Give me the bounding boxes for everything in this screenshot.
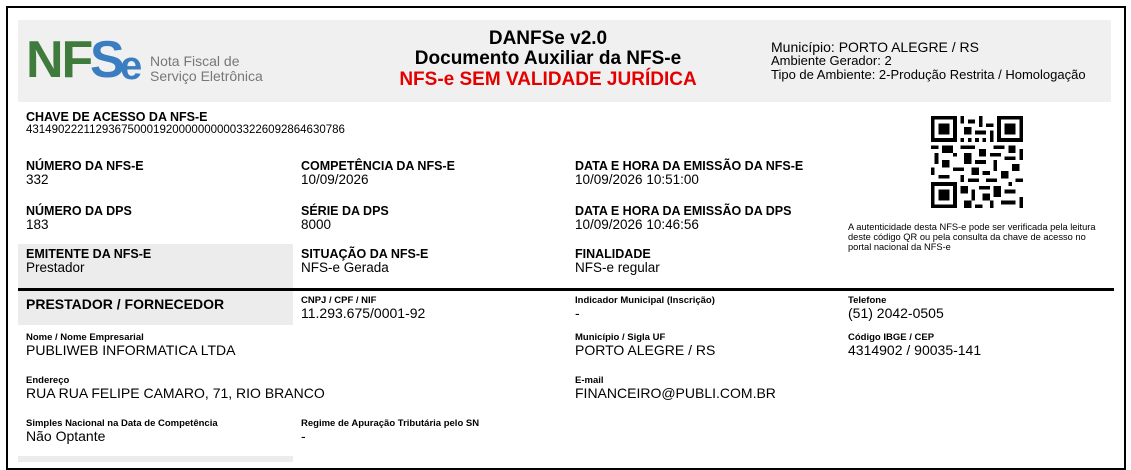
endereco-value: RUA RUA FELIPE CAMARO, 71, RIO BRANCO (26, 385, 325, 401)
finalidade-value: NFS-e regular (575, 260, 660, 275)
situacao-value: NFS-e Gerada (301, 260, 389, 275)
emissao-nfse-field (575, 160, 803, 187)
regime-apuracao-field (301, 418, 479, 444)
serie-dps-field (301, 205, 389, 232)
competencia-field (301, 160, 455, 187)
indicador-municipal-value: - (575, 305, 580, 321)
prestador-section-title: PRESTADOR / FORNECEDOR (26, 296, 225, 312)
email-field (575, 375, 776, 401)
logo-nf-letters: NF (26, 31, 92, 89)
telefone-field (848, 295, 944, 321)
next-section-highlight (18, 456, 293, 462)
numero-nfse-value: 332 (26, 172, 49, 187)
qr-code-icon (931, 116, 1023, 208)
document-header (18, 20, 1111, 102)
emissao-nfse-label: DATA E HORA DA EMISSÃO DA NFS-E (575, 159, 804, 173)
simples-nacional-field (26, 418, 218, 444)
validity-warning: NFS-e SEM VALIDADE JURÍDICA (399, 69, 697, 90)
logo-s-letter: S (90, 31, 125, 89)
emissao-nfse-value: 10/09/2026 10:51:00 (575, 172, 699, 187)
qr-authenticity-note: A autenticidade desta NFS-e pode ser verificada pela leitura deste código QR ou pela consulta da chave de acesso no portal nacional da NFS-e (848, 222, 1096, 252)
danfse-document (6, 6, 1126, 470)
document-title: DANFSe v2.0 (488, 28, 608, 49)
email-label: E-mail (575, 375, 604, 386)
regime-apuracao-value: - (301, 428, 306, 444)
cnpj-label: CNPJ / CPF / NIF (301, 295, 377, 306)
nome-empresarial-label: Nome / Nome Empresarial (26, 332, 144, 343)
numero-dps-label: NÚMERO DA DPS (26, 204, 132, 218)
simples-nacional-label: Simples Nacional na Data de Competência (26, 418, 218, 429)
ambiente-gerador-text: Ambiente Gerador: 2 (771, 53, 892, 68)
document-title-block (378, 28, 718, 91)
tipo-ambiente-text: Tipo de Ambiente: 2-Produção Restrita / Homologação (771, 67, 1086, 82)
email-value: FINANCEIRO@PUBLI.COM.BR (575, 385, 776, 401)
emitente-value: Prestador (26, 260, 85, 275)
municipio-uf-field (575, 332, 715, 358)
serie-dps-value: 8000 (301, 217, 332, 232)
telefone-value: (51) 2042-0505 (848, 305, 944, 321)
endereco-label: Endereço (26, 375, 70, 386)
ibge-cep-field (848, 332, 981, 358)
situacao-label: SITUAÇÃO DA NFS-E (301, 247, 429, 261)
ibge-cep-label: Código IBGE / CEP (848, 332, 935, 343)
emissao-dps-value: 10/09/2026 10:46:56 (575, 217, 699, 232)
logo-e-letter: e (120, 44, 143, 88)
cnpj-value: 11.293.675/0001-92 (301, 305, 426, 321)
serie-dps-label: SÉRIE DA DPS (301, 204, 389, 218)
finalidade-field (575, 248, 660, 275)
indicador-municipal-field (575, 295, 715, 321)
nome-empresarial-field (26, 332, 236, 358)
logo-subtitle-line2: Serviço Eletrônica (150, 68, 263, 84)
chave-acesso-field (26, 111, 345, 136)
regime-apuracao-label: Regime de Apuração Tributária pelo SN (301, 418, 480, 429)
competencia-value: 10/09/2026 (301, 172, 369, 187)
environment-info (771, 40, 1086, 82)
ibge-cep-value: 4314902 / 90035-141 (848, 342, 982, 358)
cnpj-field (301, 295, 425, 321)
competencia-label: COMPETÊNCIA DA NFS-E (301, 159, 455, 173)
chave-acesso-value: 43149022211293675000192000000000033226092864630786 (26, 124, 345, 136)
simples-nacional-value: Não Optante (26, 428, 106, 444)
nfse-logo (26, 31, 266, 89)
nome-empresarial-value: PUBLIWEB INFORMATICA LTDA (26, 342, 236, 358)
emissao-dps-label: DATA E HORA DA EMISSÃO DA DPS (575, 204, 792, 218)
emitente-label: EMITENTE DA NFS-E (26, 247, 152, 261)
logo-subtitle-line1: Nota Fiscal de (150, 53, 240, 69)
municipio-uf-label: Município / Sigla UF (575, 332, 666, 343)
numero-dps-field (26, 205, 132, 232)
emissao-dps-field (575, 205, 791, 232)
numero-dps-value: 183 (26, 217, 49, 232)
municipio-uf-value: PORTO ALEGRE / RS (575, 342, 716, 358)
endereco-field (26, 375, 325, 401)
numero-nfse-field (26, 160, 144, 187)
finalidade-label: FINALIDADE (575, 247, 651, 261)
numero-nfse-label: NÚMERO DA NFS-E (26, 159, 144, 173)
municipio-text: Município: PORTO ALEGRE / RS (771, 39, 980, 55)
emitente-field (26, 248, 151, 275)
telefone-label: Telefone (848, 295, 887, 306)
indicador-municipal-label: Indicador Municipal (Inscrição) (575, 295, 715, 306)
chave-acesso-label: CHAVE DE ACESSO DA NFS-E (26, 110, 208, 124)
situacao-field (301, 248, 428, 275)
logo-subtitle (150, 54, 263, 84)
document-subtitle: Documento Auxiliar da NFS-e (414, 48, 682, 69)
